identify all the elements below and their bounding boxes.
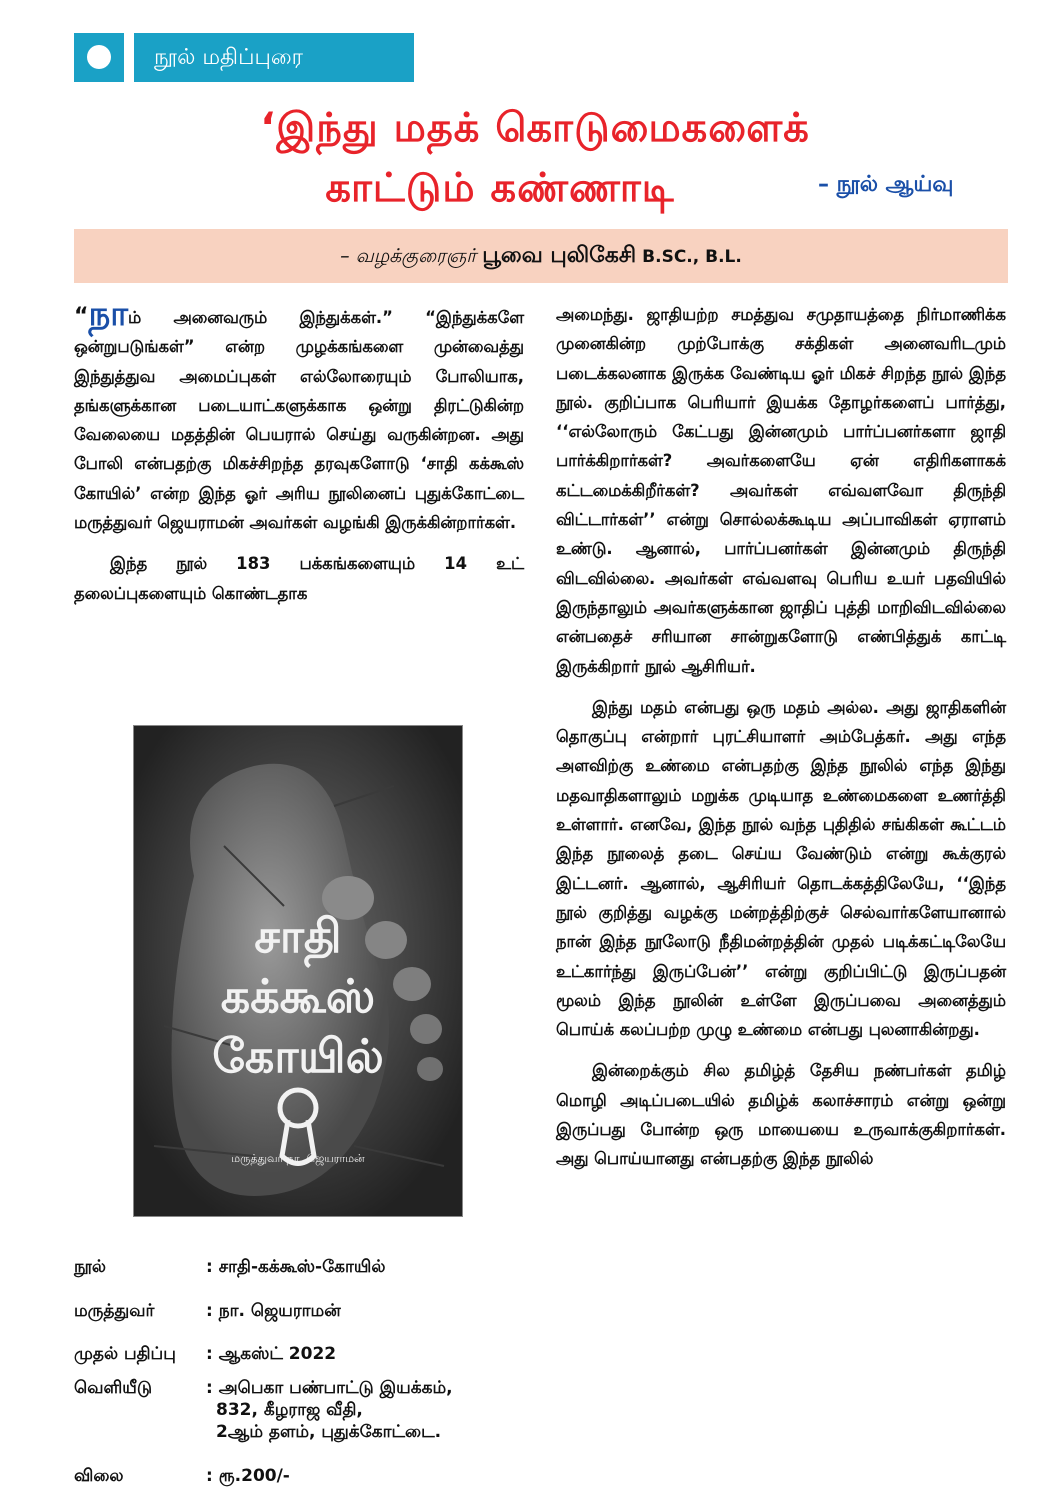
right-column: [556, 300, 1006, 1186]
article-title-line-2: காட்டும் கண்ணாடி: [325, 165, 675, 211]
info-key: நூல்: [74, 1257, 106, 1277]
drop-cap: நா: [88, 294, 129, 334]
author-degree: B.SC., B.L.: [642, 247, 742, 267]
info-value: 2ஆம் தளம், புதுக்கோட்டை.: [216, 1422, 442, 1442]
info-value: : அபெகா பண்பாட்டு இயக்கம்,: [206, 1378, 453, 1398]
author-name: பூவை புலிகேசி: [482, 243, 637, 268]
paragraph: இன்றைக்கும் சில தமிழ்த் தேசிய நண்பர்கள் தமிழ் மொழி அடிப்படையில் தமிழ்க் கலாச்சாரம் என்று ஒன்று இருப்பது போன்ற ஒரு மாயையை உருவாக்குகிறார்கள். அது பொய்யானது என்பதற்கு இந்த நூலில்: [556, 1061, 1006, 1169]
info-row-price: [74, 1463, 290, 1490]
left-column: [74, 294, 524, 620]
info-key: முதல் பதிப்பு: [74, 1344, 176, 1364]
author-byline: [74, 229, 1008, 283]
info-value: : ரூ.200/-: [206, 1466, 290, 1486]
paragraph: இந்த நூல் 183 பக்கங்களையும் 14 உட் தலைப்புகளையும் கொண்டதாக: [74, 554, 524, 603]
paragraph: [74, 294, 524, 537]
paragraph: இந்து மதம் என்பது ஒரு மதம் அல்ல. அது ஜாதிகளின் தொகுப்பு என்றார் புரட்சியாளர் அம்பேத்கர். அது எந்த அளவிற்கு உண்மை என்பதற்கு இந்த நூலில் எந்த இந்து மதவாதிகளாலும் மறுக்க முடியாத உண்மைகளை உணர்த்தி உள்ளார். எனவே, இந்த நூல் வந்த புதிதில் சங்கிகள் கூட்டம் இந்த நூலைத் தடை செய்ய வேண்டும் என்று கூக்குரல் இட்டனர். ஆனால், ஆசிரியர் தொடக்கத்திலேயே, ‘‘இந்த நூல் குறித்து வழக்கு மன்றத்திற்குச் செல்வார்களேயானால் நான் இந்த நூலோடு நீதிமன்றத்தின் முதல் படிக்கட்டிலேயே உட்கார்ந்து இருப்பேன்’’ என்று குறிப்பிட்டு இருப்பதன் மூலம் இந்த நூலின் உள்ளே இருப்பவை அனைத்தும் பொய்க் கலப்பற்ற முழு உண்மை என்பது புலனாகின்றது.: [556, 697, 1006, 1040]
section-label: நூல் மதிப்புரை: [134, 33, 414, 82]
cover-title-2: கக்கூஸ்: [220, 969, 376, 1023]
paragraph-text: ம் அனைவரும் இந்துக்கள்.” “இந்துக்களே ஒன்றுபடுங்கள்” என்ற முழக்கங்களை முன்வைத்து இந்துத்துவ அமைப்புகள் எல்லோரையும் போலியாக, தங்களுக்கான படையாட்களுக்காக ஒன்று திரட்டுகின்ற வேலையை மதத்தின் பெயரால் செய்து வருகின்றன. அது போலி என்பதற்கு மிகச்சிறந்த தரவுகளோடு ‘சாதி கக்கூஸ் கோயில்’ என்ற இந்த ஓர் அரிய நூலினைப் புதுக்கோட்டை மருத்துவர் ஜெயராமன் அவர்கள் வழங்கி இருக்கின்றார்கள்.: [74, 308, 524, 533]
cover-title-3: கோயில்: [212, 1029, 384, 1083]
opening-quote: “: [74, 304, 89, 329]
author-prefix: – வழக்குரைஞர்: [340, 245, 477, 267]
info-key: வெளியீடு: [74, 1378, 153, 1398]
article-tagline: – நூல் ஆய்வு: [818, 172, 954, 197]
paragraph: அமைந்து. ஜாதியற்ற சமத்துவ சமுதாயத்தை நிர்மாணிக்க முனைகின்ற முற்போக்கு சக்திகள் அனைவரிடமும் படைக்கலனாக இருக்க வேண்டிய ஓர் மிகச் சிறந்த நூல் இந்த நூல். குறிப்பாக பெரியார் இயக்க தோழர்களைப் பார்த்து, ‘‘எல்லோரும் கேட்பது இன்னமும் பார்ப்பனர்களா ஜாதி பார்க்கிறார்கள்? அவர்களையே ஏன் எதிரிகளாகக் கட்டமைக்கிறீர்கள்? அவர்கள் எவ்வளவோ திருந்தி விட்டார்கள்’’ என்று சொல்லக்கூடிய அப்பாவிகள் ஏராளம் உண்டு. ஆனால், பார்ப்பனர்கள் இன்னமும் திருந்தி விடவில்லை. அவர்கள் எவ்வளவு பெரிய உயர் பதவியில் இருந்தாலும் அவர்களுக்கான ஜாதிப் புத்தி மாறிவிடவில்லை என்பதைச் சரியான சான்றுகளோடு எண்பித்துக் காட்டி இருக்கிறார் நூல் ஆசிரியர்.: [556, 305, 1006, 676]
info-key: மருத்துவர்: [74, 1301, 155, 1321]
bullet-icon: [87, 45, 111, 69]
info-row-edition: [74, 1341, 337, 1368]
info-row-book: [74, 1254, 386, 1281]
info-row-author: [74, 1298, 341, 1325]
info-value: 832, கீழராஜ வீதி,: [216, 1400, 363, 1420]
cover-title-1: சாதி: [254, 909, 342, 963]
article-title-line-1: ‘இந்து மதக் கொடுமைகளைக்: [260, 105, 810, 151]
info-value: : நா. ஜெயராமன்: [206, 1301, 341, 1321]
info-row-publisher: [74, 1375, 453, 1402]
book-cover: [134, 726, 462, 1216]
cover-author: மருத்துவர் நா. ஜெயராமன்: [231, 1152, 365, 1165]
info-value: : ஆகஸ்ட் 2022: [206, 1344, 337, 1364]
info-key: விலை: [74, 1466, 124, 1486]
info-value: : சாதி-கக்கூஸ்-கோயில்: [206, 1257, 386, 1277]
section-marker: [74, 33, 124, 82]
